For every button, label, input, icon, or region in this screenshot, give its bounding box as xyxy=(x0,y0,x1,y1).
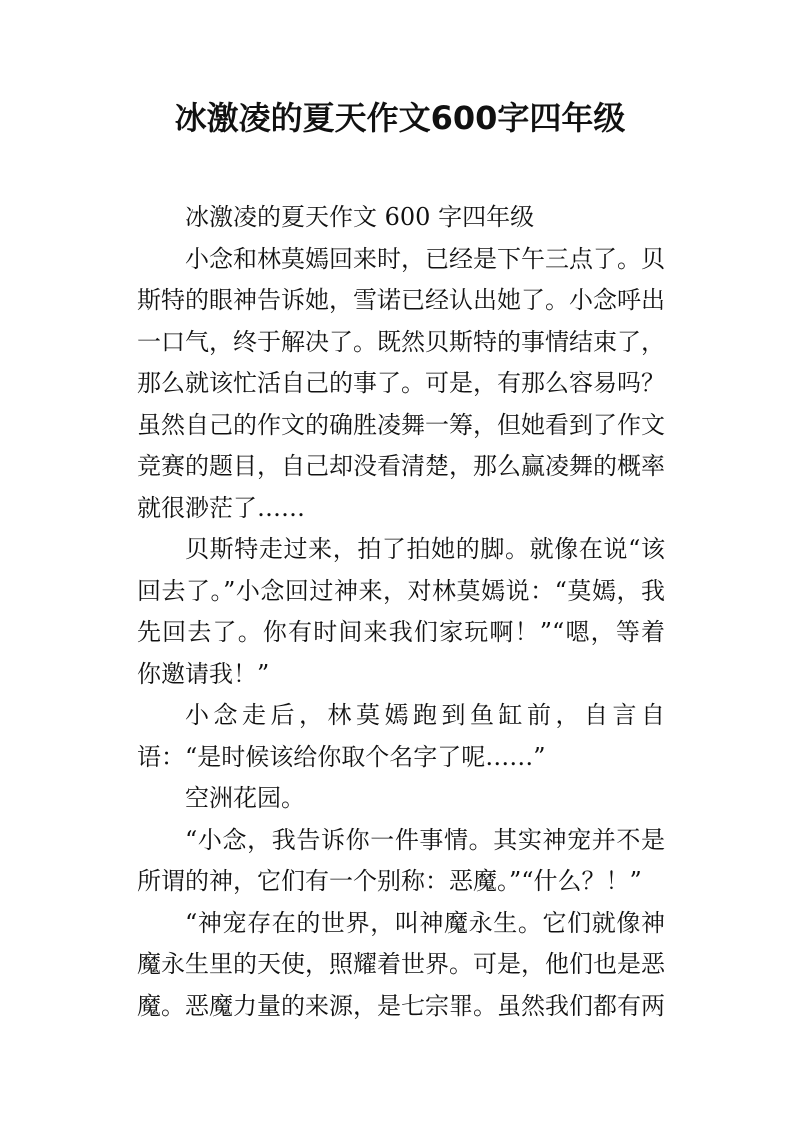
document-title: 冰激凌的夏天作文600字四年级 xyxy=(174,99,626,137)
paragraph-subtitle: 冰激凌的夏天作文 600 字四年级 xyxy=(185,203,535,231)
paragraph: 小念和林莫嫣回来时，已经是下午三点了。贝斯特的眼神告诉她，雪诺已经认出她了。小念呼出一口气，终于解决了。既然贝斯特的事情结束了，那么就该忙活自己的事了。可是，有那么容易吗？虽然自己的作文的确胜凌舞一筹，但她看到了作文竞赛的题目，自己却没看清楚，那么赢凌舞的概率就很渺茫了…… xyxy=(137,244,665,522)
paragraph: “神宠存在的世界，叫神魔永生。它们就像神魔永生里的天使，照耀着世界。可是，他们也是恶魔。恶魔力量的来源，是七宗罪。虽然我们都有两 xyxy=(137,908,665,1020)
paragraph: 空洲花园。 xyxy=(185,784,305,812)
paragraph: 小念走后，林莫嫣跑到鱼缸前，自言自语：“是时候该给你取个名字了呢……” xyxy=(137,701,665,771)
document-body xyxy=(137,197,665,1027)
paragraph: “小念，我告诉你一件事情。其实神宠并不是所谓的神，它们有一个别称：恶魔。”“什么？！” xyxy=(137,825,665,895)
paragraph: 贝斯特走过来，拍了拍她的脚。就像在说“该回去了。”小念回过神来，对林莫嫣说：“莫嫣，我先回去了。你有时间来我们家玩啊！”“嗯，等着你邀请我！” xyxy=(137,535,665,688)
